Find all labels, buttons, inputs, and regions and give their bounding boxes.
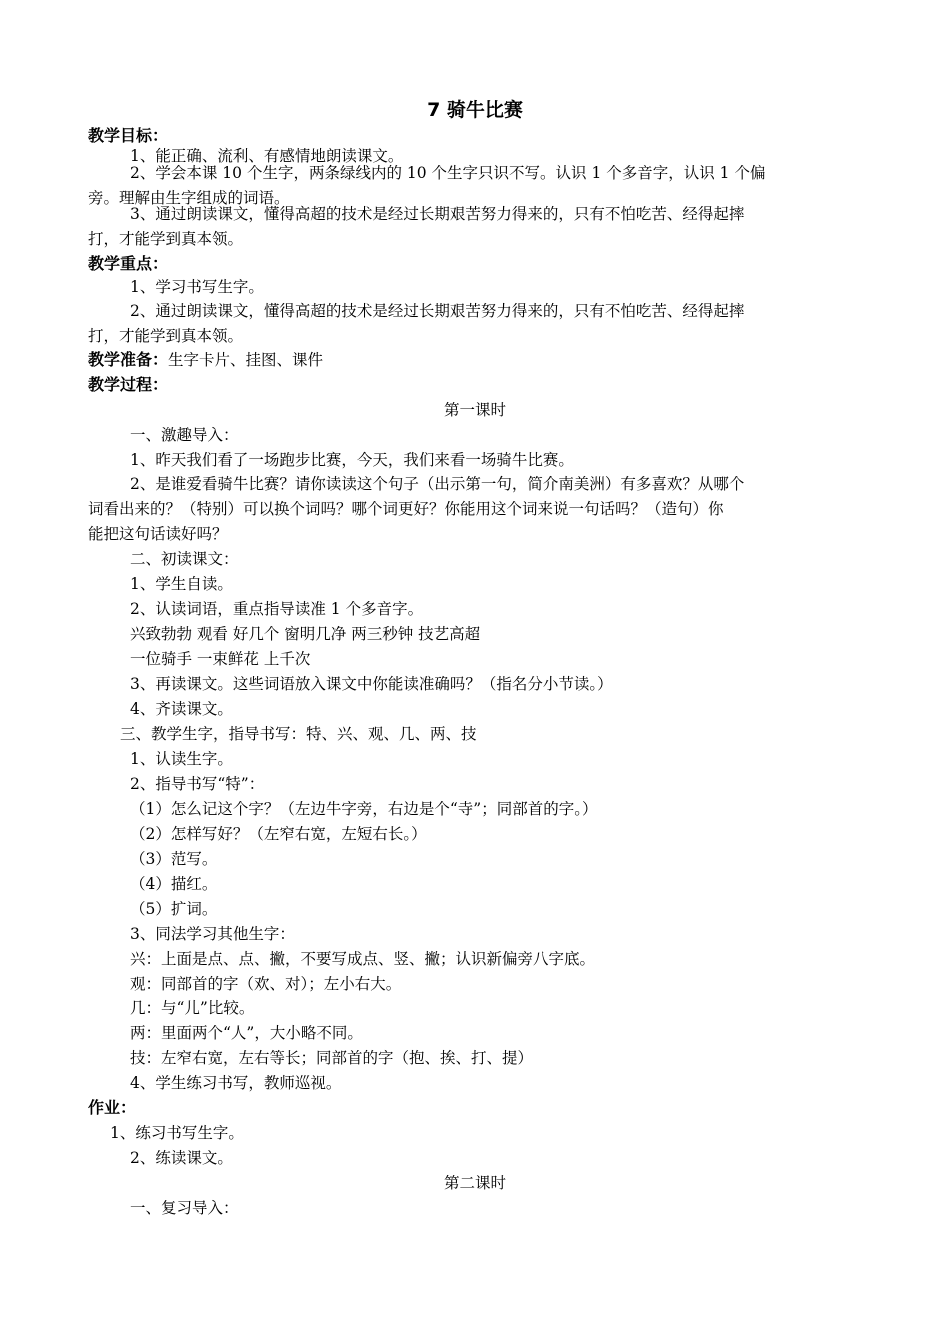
text-line: 词看出来的？（特别）可以换个词吗？哪个词更好？你能用这个词来说一句话吗？（造句）你 [88,500,724,518]
text-line: 一、激趣导入： [130,426,239,444]
text-line: 几：与“儿”比较。 [130,999,255,1017]
text-line: 兴致勃勃 观看 好几个 窗明几净 两三秒钟 技艺高超 [130,625,481,643]
section-label [88,375,168,395]
text-line: 1、认读生字。 [130,750,233,768]
text-line: 4、学生练习书写，教师巡视。 [130,1074,342,1092]
text-line: 两：里面两个“人”，大小略不同。 [130,1024,363,1042]
section-label-text: 教学重点： [88,254,169,273]
text-line: （1）怎么记这个字？（左边牛字旁，右边是个“寺”；同部首的字。） [130,800,598,818]
text-line: 2、通过朗读课文，懂得高超的技术是经过长期艰苦努力得来的，只有不怕吃苦、经得起摔 [130,302,745,320]
text-line: 3、通过朗读课文，懂得高超的技术是经过长期艰苦努力得来的，只有不怕吃苦、经得起摔 [130,205,745,223]
text-line: 技：左窄右宽，左右等长；同部首的字（抱、挨、打、提） [130,1049,534,1067]
text-line: 二、初读课文： [130,550,239,568]
text-line: 2、指导书写“特”： [130,775,265,793]
text-line: 观：同部首的字（欢、对）；左小右大。 [130,975,402,993]
text-line: 3、同法学习其他生字： [130,925,295,943]
text-line: 3、再读课文。这些词语放入课文中你能读准确吗？（指名分小节读。） [130,675,613,693]
text-line: （2）怎样写好？（左窄右宽，左短右长。） [130,825,427,843]
section-heading: 第一课时 [443,401,506,419]
page-title: 7 骑牛比赛 [427,99,523,121]
section-label-text: 教学准备： [88,350,169,369]
text-line: 4、齐读课文。 [130,700,233,718]
text-line: 兴：上面是点、点、撇，不要写成点、竖、撇；认识新偏旁八字底。 [130,950,596,968]
text-line: 旁。理解由生字组成的词语。 [88,189,290,207]
section-label-text: 作业： [88,1098,137,1117]
section-label [88,350,323,370]
text-line: 2、认读词语，重点指导读准 1 个多音字。 [130,600,424,618]
text-line: 1、学习书写生字。 [130,278,264,296]
text-line: 2、练读课文。 [130,1149,233,1167]
text-line: 能把这句话读好吗？ [88,525,228,543]
text-line: 1、能正确、流利、有感情地朗读课文。 [130,147,404,165]
text-line: （4）描红。 [130,875,218,893]
section-label [88,126,168,146]
text-line: 一位骑手 一束鲜花 上千次 [130,650,311,668]
section-label-text: 教学过程： [88,375,169,394]
text-line: 打，才能学到真本领。 [88,230,244,248]
section-label [88,254,168,274]
section-heading: 第二课时 [443,1174,506,1192]
text-line: 1、练习书写生字。 [110,1124,244,1142]
text-line: 一、复习导入： [130,1199,239,1217]
text-line: （3）范写。 [130,850,218,868]
section-label [88,1098,136,1118]
text-line: （5）扩词。 [130,900,218,918]
text-line: 打，才能学到真本领。 [88,327,244,345]
text-line: 2、是谁爱看骑牛比赛？请你读读这个句子（出示第一句，简介南美洲）有多喜欢？从哪个 [130,475,745,493]
text-line: 1、学生自读。 [130,575,233,593]
text-line: 三、教学生字，指导书写：特、兴、观、几、两、技 [120,725,477,743]
section-label-value: 生字卡片、挂图、课件 [168,351,324,369]
text-line: 2、学会本课 10 个生字，两条绿线内的 10 个生字只识不写。认识 1 个多音字，认识 1 个偏 [130,164,766,182]
text-line: 1、昨天我们看了一场跑步比赛，今天，我们来看一场骑牛比赛。 [130,451,574,469]
section-label-text: 教学目标： [88,126,169,145]
